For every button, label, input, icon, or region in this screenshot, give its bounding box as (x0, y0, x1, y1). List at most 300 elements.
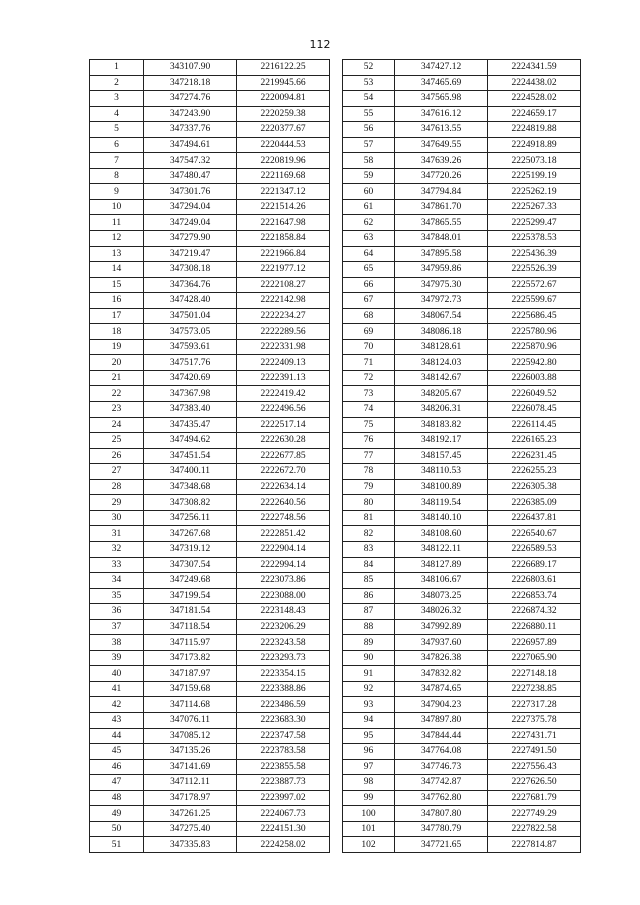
y-coordinate-cell: 2220259.38 (237, 106, 330, 122)
table-row (90, 231, 330, 247)
y-coordinate-cell: 2225262.19 (488, 184, 581, 200)
y-coordinate-cell: 2226437.81 (488, 510, 581, 526)
y-coordinate-cell: 2223747.58 (237, 728, 330, 744)
y-coordinate-cell: 2225572.67 (488, 277, 581, 293)
table-row (90, 604, 330, 620)
x-coordinate-cell: 347307.54 (144, 557, 237, 573)
y-coordinate-cell: 2220819.96 (237, 153, 330, 169)
y-coordinate-cell: 2221347.12 (237, 184, 330, 200)
point-number-cell: 67 (343, 293, 395, 309)
table-row (90, 308, 330, 324)
x-coordinate-cell: 347975.30 (395, 277, 488, 293)
y-coordinate-cell: 2223887.73 (237, 775, 330, 791)
table-row (343, 433, 581, 449)
x-coordinate-cell: 347848.01 (395, 231, 488, 247)
table-row (90, 168, 330, 184)
point-number-cell: 84 (343, 557, 395, 573)
y-coordinate-cell: 2227814.87 (488, 837, 581, 853)
table-row (343, 790, 581, 806)
x-coordinate-cell: 347573.05 (144, 324, 237, 340)
y-coordinate-cell: 2227556.43 (488, 759, 581, 775)
point-number-cell: 21 (90, 370, 144, 386)
x-coordinate-cell: 347267.68 (144, 526, 237, 542)
y-coordinate-cell: 2222517.14 (237, 417, 330, 433)
table-row (90, 355, 330, 371)
point-number-cell: 94 (343, 712, 395, 728)
x-coordinate-cell: 347639.26 (395, 153, 488, 169)
x-coordinate-cell: 347279.90 (144, 231, 237, 247)
x-coordinate-cell: 347261.25 (144, 806, 237, 822)
y-coordinate-cell: 2224067.73 (237, 806, 330, 822)
point-number-cell: 28 (90, 479, 144, 495)
x-coordinate-cell: 347135.26 (144, 744, 237, 760)
y-coordinate-cell: 2227065.90 (488, 650, 581, 666)
table-row (343, 277, 581, 293)
point-number-cell: 46 (90, 759, 144, 775)
y-coordinate-cell: 2223243.58 (237, 635, 330, 651)
table-row (90, 681, 330, 697)
y-coordinate-cell: 2221169.68 (237, 168, 330, 184)
y-coordinate-cell: 2223997.02 (237, 790, 330, 806)
y-coordinate-cell: 2225942.80 (488, 355, 581, 371)
point-number-cell: 66 (343, 277, 395, 293)
y-coordinate-cell: 2222289.56 (237, 324, 330, 340)
point-number-cell: 70 (343, 339, 395, 355)
table-row (90, 246, 330, 262)
point-number-cell: 14 (90, 262, 144, 278)
coordinate-tables (89, 59, 580, 850)
x-coordinate-cell: 348128.61 (395, 339, 488, 355)
x-coordinate-cell: 347494.62 (144, 433, 237, 449)
point-number-cell: 72 (343, 370, 395, 386)
table-row (343, 464, 581, 480)
table-row (90, 106, 330, 122)
x-coordinate-cell: 347565.98 (395, 91, 488, 107)
y-coordinate-cell: 2226255.23 (488, 464, 581, 480)
x-coordinate-cell: 347428.40 (144, 293, 237, 309)
y-coordinate-cell: 2224438.02 (488, 75, 581, 91)
table-row (343, 168, 581, 184)
table-row (343, 215, 581, 231)
y-coordinate-cell: 2219945.66 (237, 75, 330, 91)
y-coordinate-cell: 2222640.56 (237, 495, 330, 511)
point-number-cell: 48 (90, 790, 144, 806)
point-number-cell: 101 (343, 821, 395, 837)
table-row (90, 184, 330, 200)
table-row (343, 541, 581, 557)
table-row (90, 137, 330, 153)
table-row (343, 122, 581, 138)
table-row (343, 75, 581, 91)
point-number-cell: 93 (343, 697, 395, 713)
point-number-cell: 43 (90, 712, 144, 728)
table-row (90, 262, 330, 278)
table-row (90, 510, 330, 526)
y-coordinate-cell: 2225599.67 (488, 293, 581, 309)
table-row (90, 402, 330, 418)
point-number-cell: 97 (343, 759, 395, 775)
point-number-cell: 54 (343, 91, 395, 107)
x-coordinate-cell: 348124.03 (395, 355, 488, 371)
x-coordinate-cell: 348142.67 (395, 370, 488, 386)
y-coordinate-cell: 2223683.30 (237, 712, 330, 728)
y-coordinate-cell: 2225780.96 (488, 324, 581, 340)
y-coordinate-cell: 2225870.96 (488, 339, 581, 355)
point-number-cell: 12 (90, 231, 144, 247)
y-coordinate-cell: 2216122.25 (237, 60, 330, 76)
point-number-cell: 19 (90, 339, 144, 355)
point-number-cell: 73 (343, 386, 395, 402)
table-row (90, 557, 330, 573)
y-coordinate-cell: 2226540.67 (488, 526, 581, 542)
table-row (343, 806, 581, 822)
x-coordinate-cell: 347494.61 (144, 137, 237, 153)
y-coordinate-cell: 2222851.42 (237, 526, 330, 542)
y-coordinate-cell: 2223206.29 (237, 619, 330, 635)
point-number-cell: 44 (90, 728, 144, 744)
table-row (343, 386, 581, 402)
point-number-cell: 83 (343, 541, 395, 557)
y-coordinate-cell: 2222496.56 (237, 402, 330, 418)
x-coordinate-cell: 347335.83 (144, 837, 237, 853)
point-number-cell: 47 (90, 775, 144, 791)
table-row (90, 433, 330, 449)
point-number-cell: 33 (90, 557, 144, 573)
point-number-cell: 78 (343, 464, 395, 480)
table-row (90, 759, 330, 775)
table-row (343, 231, 581, 247)
table-row (90, 837, 330, 853)
table-row (343, 666, 581, 682)
y-coordinate-cell: 2222331.98 (237, 339, 330, 355)
x-coordinate-cell: 347780.79 (395, 821, 488, 837)
x-coordinate-cell: 347420.69 (144, 370, 237, 386)
x-coordinate-cell: 347721.65 (395, 837, 488, 853)
table-row (90, 417, 330, 433)
point-number-cell: 74 (343, 402, 395, 418)
x-coordinate-cell: 347115.97 (144, 635, 237, 651)
point-number-cell: 5 (90, 122, 144, 138)
point-number-cell: 68 (343, 308, 395, 324)
table-row (90, 744, 330, 760)
y-coordinate-cell: 2226803.61 (488, 573, 581, 589)
y-coordinate-cell: 2227491.50 (488, 744, 581, 760)
point-number-cell: 36 (90, 604, 144, 620)
point-number-cell: 49 (90, 806, 144, 822)
x-coordinate-cell: 347275.40 (144, 821, 237, 837)
x-coordinate-cell: 347972.73 (395, 293, 488, 309)
y-coordinate-cell: 2222234.27 (237, 308, 330, 324)
table-row (343, 137, 581, 153)
table-row (90, 712, 330, 728)
x-coordinate-cell: 347746.73 (395, 759, 488, 775)
y-coordinate-cell: 2222391.13 (237, 370, 330, 386)
point-number-cell: 31 (90, 526, 144, 542)
coordinate-table-right (342, 59, 581, 853)
table-row (90, 122, 330, 138)
point-number-cell: 86 (343, 588, 395, 604)
y-coordinate-cell: 2220444.53 (237, 137, 330, 153)
y-coordinate-cell: 2220094.81 (237, 91, 330, 107)
y-coordinate-cell: 2221514.26 (237, 199, 330, 215)
table-row (90, 324, 330, 340)
y-coordinate-cell: 2220377.67 (237, 122, 330, 138)
point-number-cell: 10 (90, 199, 144, 215)
x-coordinate-cell: 347256.11 (144, 510, 237, 526)
y-coordinate-cell: 2227317.28 (488, 697, 581, 713)
x-coordinate-cell: 347517.76 (144, 355, 237, 371)
table-row (343, 604, 581, 620)
y-coordinate-cell: 2224918.89 (488, 137, 581, 153)
point-number-cell: 15 (90, 277, 144, 293)
x-coordinate-cell: 347319.12 (144, 541, 237, 557)
table-row (90, 619, 330, 635)
point-number-cell: 76 (343, 433, 395, 449)
y-coordinate-cell: 2222630.28 (237, 433, 330, 449)
point-number-cell: 60 (343, 184, 395, 200)
x-coordinate-cell: 347832.82 (395, 666, 488, 682)
point-number-cell: 80 (343, 495, 395, 511)
y-coordinate-cell: 2222672.70 (237, 464, 330, 480)
y-coordinate-cell: 2227822.58 (488, 821, 581, 837)
table-row (343, 153, 581, 169)
page-number: 112 (309, 38, 331, 51)
y-coordinate-cell: 2226874.32 (488, 604, 581, 620)
x-coordinate-cell: 347593.61 (144, 339, 237, 355)
x-coordinate-cell: 347249.68 (144, 573, 237, 589)
point-number-cell: 69 (343, 324, 395, 340)
table-row (90, 293, 330, 309)
x-coordinate-cell: 347480.47 (144, 168, 237, 184)
table-row (90, 635, 330, 651)
table-row (343, 184, 581, 200)
y-coordinate-cell: 2226003.88 (488, 370, 581, 386)
point-number-cell: 1 (90, 60, 144, 76)
table-row (90, 277, 330, 293)
y-coordinate-cell: 2222634.14 (237, 479, 330, 495)
point-number-cell: 29 (90, 495, 144, 511)
point-number-cell: 85 (343, 573, 395, 589)
point-number-cell: 75 (343, 417, 395, 433)
x-coordinate-cell: 347383.40 (144, 402, 237, 418)
x-coordinate-cell: 347178.97 (144, 790, 237, 806)
y-coordinate-cell: 2225686.45 (488, 308, 581, 324)
y-coordinate-cell: 2222419.42 (237, 386, 330, 402)
x-coordinate-cell: 347427.12 (395, 60, 488, 76)
point-number-cell: 59 (343, 168, 395, 184)
y-coordinate-cell: 2223388.86 (237, 681, 330, 697)
y-coordinate-cell: 2223783.58 (237, 744, 330, 760)
point-number-cell: 7 (90, 153, 144, 169)
x-coordinate-cell: 348100.89 (395, 479, 488, 495)
y-coordinate-cell: 2221858.84 (237, 231, 330, 247)
x-coordinate-cell: 347308.82 (144, 495, 237, 511)
x-coordinate-cell: 348026.32 (395, 604, 488, 620)
table-row (343, 355, 581, 371)
point-number-cell: 95 (343, 728, 395, 744)
x-coordinate-cell: 347294.04 (144, 199, 237, 215)
y-coordinate-cell: 2225267.33 (488, 199, 581, 215)
table-row (90, 806, 330, 822)
x-coordinate-cell: 347118.54 (144, 619, 237, 635)
x-coordinate-cell: 348205.67 (395, 386, 488, 402)
y-coordinate-cell: 2224819.88 (488, 122, 581, 138)
point-number-cell: 64 (343, 246, 395, 262)
point-number-cell: 98 (343, 775, 395, 791)
y-coordinate-cell: 2226853.74 (488, 588, 581, 604)
point-number-cell: 99 (343, 790, 395, 806)
y-coordinate-cell: 2224341.59 (488, 60, 581, 76)
x-coordinate-cell: 347865.55 (395, 215, 488, 231)
y-coordinate-cell: 2223486.59 (237, 697, 330, 713)
x-coordinate-cell: 347199.54 (144, 588, 237, 604)
table-row (90, 464, 330, 480)
x-coordinate-cell: 347435.47 (144, 417, 237, 433)
table-row (90, 821, 330, 837)
y-coordinate-cell: 2225436.39 (488, 246, 581, 262)
point-number-cell: 13 (90, 246, 144, 262)
x-coordinate-cell: 347400.11 (144, 464, 237, 480)
x-coordinate-cell: 347826.38 (395, 650, 488, 666)
x-coordinate-cell: 347844.44 (395, 728, 488, 744)
point-number-cell: 18 (90, 324, 144, 340)
point-number-cell: 45 (90, 744, 144, 760)
table-row (343, 697, 581, 713)
y-coordinate-cell: 2222748.56 (237, 510, 330, 526)
table-row (343, 106, 581, 122)
x-coordinate-cell: 347959.86 (395, 262, 488, 278)
y-coordinate-cell: 2227431.71 (488, 728, 581, 744)
x-coordinate-cell: 347085.12 (144, 728, 237, 744)
table-row (90, 60, 330, 76)
point-number-cell: 79 (343, 479, 395, 495)
point-number-cell: 82 (343, 526, 395, 542)
point-number-cell: 50 (90, 821, 144, 837)
x-coordinate-cell: 347807.80 (395, 806, 488, 822)
table-row (343, 402, 581, 418)
table-row (343, 308, 581, 324)
table-row (343, 479, 581, 495)
x-coordinate-cell: 347364.76 (144, 277, 237, 293)
point-number-cell: 77 (343, 448, 395, 464)
point-number-cell: 37 (90, 619, 144, 635)
x-coordinate-cell: 347874.65 (395, 681, 488, 697)
table-row (90, 790, 330, 806)
table-row (343, 775, 581, 791)
y-coordinate-cell: 2227238.85 (488, 681, 581, 697)
table-row (343, 91, 581, 107)
y-coordinate-cell: 2225073.18 (488, 153, 581, 169)
point-number-cell: 23 (90, 402, 144, 418)
point-number-cell: 51 (90, 837, 144, 853)
x-coordinate-cell: 348108.60 (395, 526, 488, 542)
y-coordinate-cell: 2227626.50 (488, 775, 581, 791)
table-row (90, 339, 330, 355)
x-coordinate-cell: 347249.04 (144, 215, 237, 231)
y-coordinate-cell: 2222409.13 (237, 355, 330, 371)
y-coordinate-cell: 2223088.00 (237, 588, 330, 604)
point-number-cell: 6 (90, 137, 144, 153)
x-coordinate-cell: 347904.23 (395, 697, 488, 713)
x-coordinate-cell: 347895.58 (395, 246, 488, 262)
y-coordinate-cell: 2222142.98 (237, 293, 330, 309)
y-coordinate-cell: 2224151.30 (237, 821, 330, 837)
y-coordinate-cell: 2226689.17 (488, 557, 581, 573)
table-row (343, 246, 581, 262)
table-row (90, 479, 330, 495)
point-number-cell: 35 (90, 588, 144, 604)
point-number-cell: 11 (90, 215, 144, 231)
x-coordinate-cell: 347173.82 (144, 650, 237, 666)
point-number-cell: 91 (343, 666, 395, 682)
table-row (343, 199, 581, 215)
x-coordinate-cell: 348140.10 (395, 510, 488, 526)
point-number-cell: 32 (90, 541, 144, 557)
x-coordinate-cell: 343107.90 (144, 60, 237, 76)
y-coordinate-cell: 2226078.45 (488, 402, 581, 418)
point-number-cell: 42 (90, 697, 144, 713)
table-row (343, 60, 581, 76)
table-row (90, 495, 330, 511)
x-coordinate-cell: 347764.08 (395, 744, 488, 760)
point-number-cell: 96 (343, 744, 395, 760)
table-row (90, 91, 330, 107)
point-number-cell: 100 (343, 806, 395, 822)
x-coordinate-cell: 347337.76 (144, 122, 237, 138)
table-row (90, 199, 330, 215)
y-coordinate-cell: 2226957.89 (488, 635, 581, 651)
x-coordinate-cell: 347742.87 (395, 775, 488, 791)
x-coordinate-cell: 348122.11 (395, 541, 488, 557)
y-coordinate-cell: 2222677.85 (237, 448, 330, 464)
point-number-cell: 17 (90, 308, 144, 324)
point-number-cell: 27 (90, 464, 144, 480)
x-coordinate-cell: 347308.18 (144, 262, 237, 278)
point-number-cell: 81 (343, 510, 395, 526)
x-coordinate-cell: 347159.68 (144, 681, 237, 697)
table-row (343, 293, 581, 309)
x-coordinate-cell: 347762.80 (395, 790, 488, 806)
table-row (90, 650, 330, 666)
table-row (343, 837, 581, 853)
point-number-cell: 61 (343, 199, 395, 215)
point-number-cell: 88 (343, 619, 395, 635)
point-number-cell: 65 (343, 262, 395, 278)
point-number-cell: 41 (90, 681, 144, 697)
point-number-cell: 30 (90, 510, 144, 526)
table-row (343, 650, 581, 666)
x-coordinate-cell: 348073.25 (395, 588, 488, 604)
table-row (343, 417, 581, 433)
y-coordinate-cell: 2224659.17 (488, 106, 581, 122)
table-row (90, 370, 330, 386)
table-row (343, 821, 581, 837)
x-coordinate-cell: 347649.55 (395, 137, 488, 153)
point-number-cell: 9 (90, 184, 144, 200)
y-coordinate-cell: 2223073.86 (237, 573, 330, 589)
y-coordinate-cell: 2226385.09 (488, 495, 581, 511)
point-number-cell: 89 (343, 635, 395, 651)
x-coordinate-cell: 348206.31 (395, 402, 488, 418)
x-coordinate-cell: 347348.68 (144, 479, 237, 495)
y-coordinate-cell: 2227148.18 (488, 666, 581, 682)
table-row (90, 153, 330, 169)
point-number-cell: 87 (343, 604, 395, 620)
point-number-cell: 62 (343, 215, 395, 231)
point-number-cell: 8 (90, 168, 144, 184)
x-coordinate-cell: 347992.89 (395, 619, 488, 635)
table-row (343, 324, 581, 340)
